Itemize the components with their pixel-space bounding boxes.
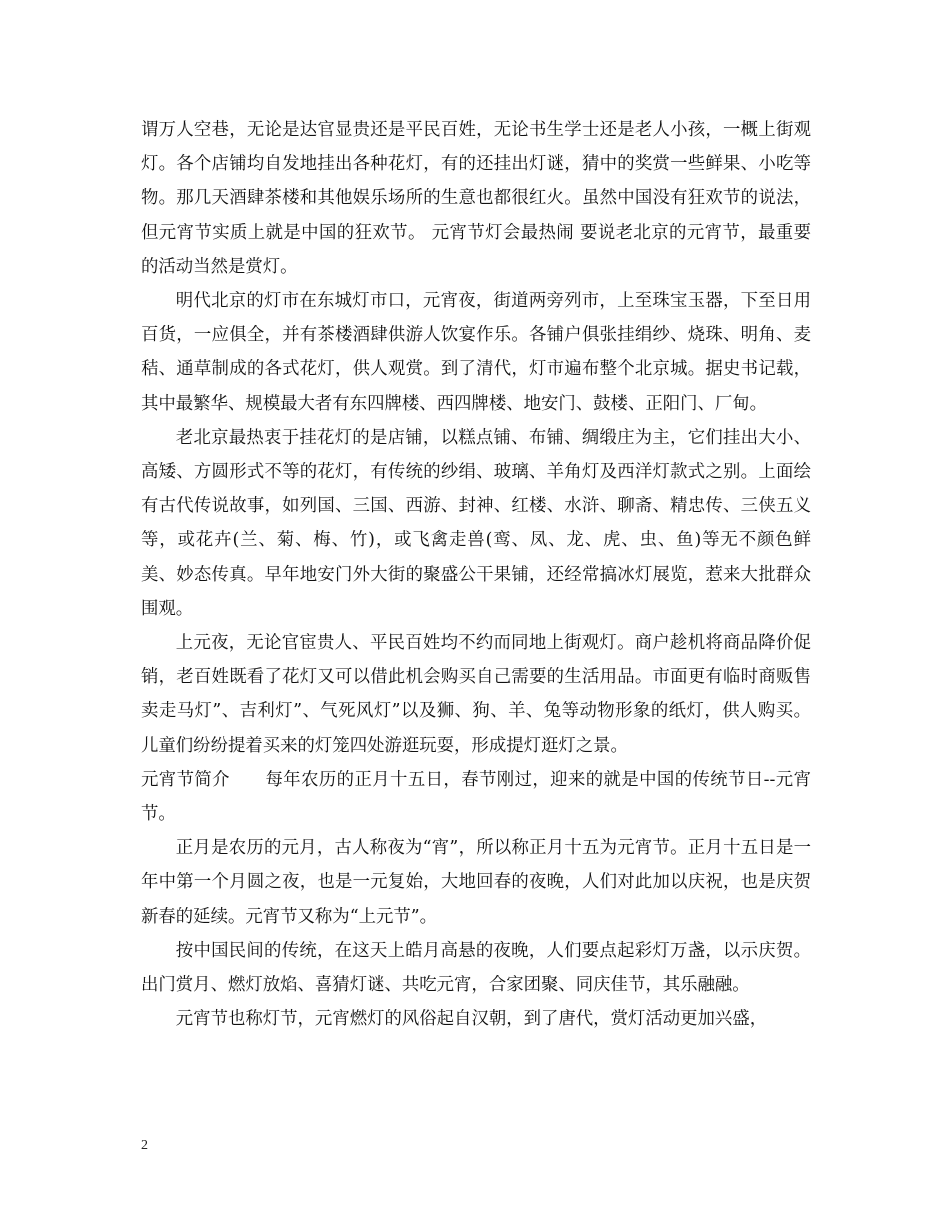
paragraph-6: 正月是农历的元月，古人称夜为“宵”，所以称正月十五为元宵节。正月十五日是一年中第一个月圆之夜，也是一元复始，大地回春的夜晚，人们对此加以庆祝，也是庆贺新春的延续。元宵节又称为“上元节”。 [141,838,811,927]
paragraph-8: 元宵节也称灯节，元宵燃灯的风俗起自汉朝，到了唐代，赏灯活动更加兴盛， [175,1009,768,1030]
paragraph-2: 明代北京的灯市在东城灯市口，元宵夜，街道两旁列市，上至珠宝玉器，下至日用百货，一应俱全，并有茶楼酒肆供游人饮宴作乐。各铺户俱张挂绢纱、烧珠、明角、麦秸、通草制成的各式花灯，供人观赏。到了清代，灯市遍布整个北京城。据史书记载，其中最繁华、规模最大者有东四牌楼、西四牌楼、地安门、鼓楼、正阳门、厂甸。 [141,291,811,414]
paragraph-1: 谓万人空巷，无论是达官显贵还是平民百姓，无论书生学士还是老人小孩，一概上街观灯。各个店铺均自发地挂出各种花灯，有的还挂出灯谜，猜中的奖赏一些鲜果、小吃等物。那几天酒肆茶楼和其他娱乐场所的生意也都很红火。虽然中国没有狂欢节的说法，但元宵节实质上就是中国的狂欢节。 元宵节灯会最热闹 要说老北京的元宵节，最重要的活动当然是赏灯。 [141,120,811,277]
paragraph-5-section-intro: 元宵节简介 每年农历的正月十五日，春节刚过，迎来的就是中国的传统节日--元宵节。 [141,769,811,825]
body-text [141,113,811,1036]
paragraph-7: 按中国民间的传统，在这天上皓月高悬的夜晚，人们要点起彩灯万盏，以示庆贺。出门赏月、燃灯放焰、喜猜灯谜、共吃元宵，合家团聚、同庆佳节，其乐融融。 [141,940,811,996]
paragraph-3: 老北京最热衷于挂花灯的是店铺，以糕点铺、布铺、绸缎庄为主，它们挂出大小、高矮、方圆形式不等的花灯，有传统的纱绢、玻璃、羊角灯及西洋灯款式之别。上面绘有古代传说故事，如列国、三国、西游、封神、红楼、水浒、聊斋、精忠传、三侠五义等，或花卉(兰、菊、梅、竹)，或飞禽走兽(鸾、凤、龙、虎、虫、鱼)等无不颜色鲜美、妙态传真。早年地安门外大街的聚盛公干果铺，还经常搞冰灯展览，惹来大批群众围观。 [141,427,811,619]
page-number: 2 [141,1138,148,1153]
paragraph-4: 上元夜，无论官宦贵人、平民百姓均不约而同地上街观灯。商户趁机将商品降价促销，老百姓既看了花灯又可以借此机会购买自己需要的生活用品。市面更有临时商贩售卖走马灯”、吉利灯”、气死风灯”以及狮、狗、羊、兔等动物形象的纸灯，供人购买。儿童们纷纷提着买来的灯笼四处游逛玩耍，形成提灯逛灯之景。 [141,633,811,756]
